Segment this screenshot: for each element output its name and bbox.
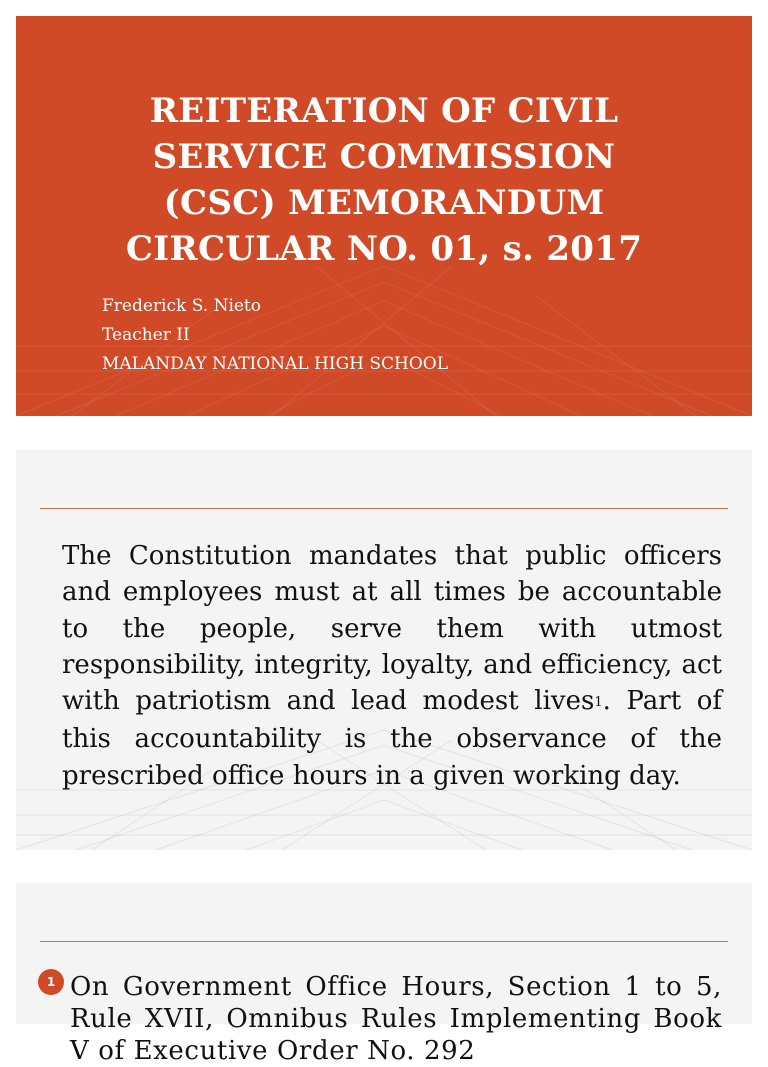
header-rule xyxy=(40,508,728,509)
title-slide xyxy=(16,16,752,416)
presenter-school: MALANDAY NATIONAL HIGH SCHOOL xyxy=(102,354,449,374)
paragraph-text-end: . Part of this accountability is the observance of the prescribed office hours in a given working day. xyxy=(62,686,722,791)
body-slide xyxy=(16,450,752,850)
constitution-paragraph xyxy=(62,538,722,794)
presenter-name: Frederick S. Nieto xyxy=(102,296,262,316)
footnote-reference: 1 xyxy=(594,695,603,711)
presenter-position: Teacher II xyxy=(102,325,190,345)
presenter-info xyxy=(102,292,448,379)
footnote-text: On Government Office Hours, Section 1 to 5, Rule XVII, Omnibus Rules Implementing Book V of Executive Order No. 292 xyxy=(70,972,722,1066)
footnote-number-badge: 1 xyxy=(38,969,64,995)
header-rule xyxy=(40,941,728,942)
presentation-title: REITERATION OF CIVIL SERVICE COMMISSION (CSC) MEMORANDUM CIRCULAR NO. 01, s. 2017 xyxy=(125,91,643,269)
footnote-slide xyxy=(16,883,752,1066)
paragraph-text-start: The Constitution mandates that public officers and employees must at all times be accountable to the people, serve them with utmost responsibility, integrity, loyalty, and efficiency, act with patriotism and lead modest lives xyxy=(62,541,722,717)
